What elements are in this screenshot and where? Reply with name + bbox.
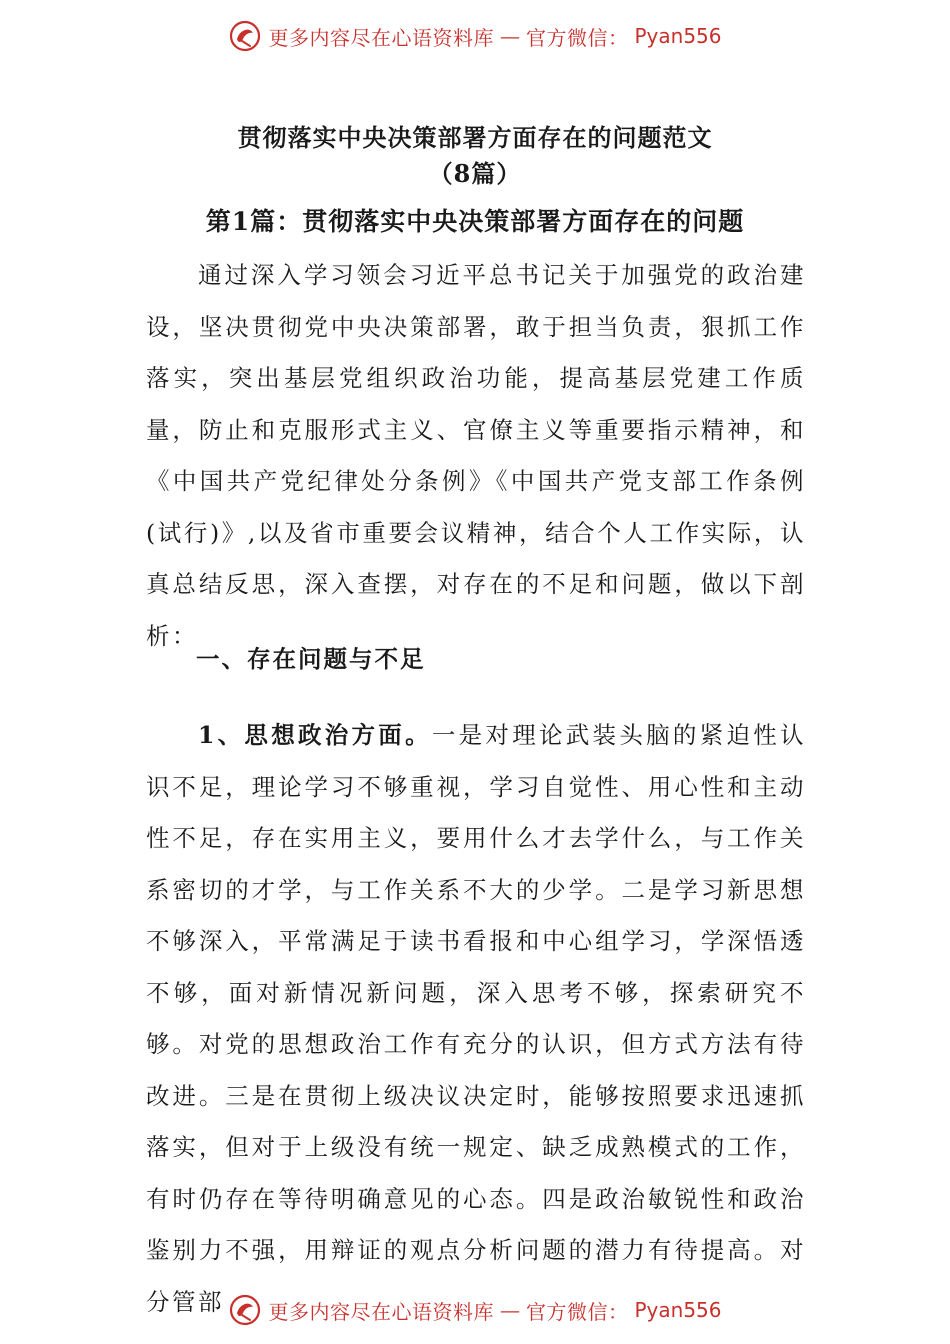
banner-wechat-label: 官方微信：	[525, 25, 629, 50]
brand-logo-icon	[228, 1293, 262, 1327]
banner-text: 更多内容尽在心语资料库	[268, 1299, 494, 1324]
brand-logo-icon	[228, 19, 262, 53]
section-title: 第1篇：贯彻落实中央决策部署方面存在的问题	[205, 207, 745, 236]
document-title: 贯彻落实中央决策部署方面存在的问题范文	[237, 123, 713, 152]
item-1-paragraph	[146, 710, 806, 1328]
intro-paragraph: 通过深入学习领会习近平总书记关于加强党的政治建设，坚决贯彻党中央决策部署，敢于担当负责，狠抓工作落实，突出基层党组织政治功能，提高基层党建工作质量，防止和克服形式主义、官僚主义等重要指示精神，和《中国共产党纪律处分条例》《中国共产党支部工作条例(试行)》,以及省市重要会议精神，结合个人工作实际，认真总结反思，深入查摆，对存在的不足和问题，做以下剖析：	[146, 261, 806, 650]
heading-problems: 一、存在问题与不足	[196, 645, 426, 673]
header-banner	[0, 16, 950, 56]
item-1-text: 一是对理论武装头脑的紧迫性认识不足，理论学习不够重视，学习自觉性、用心性和主动性不足，存在实用主义，要用什么才去学什么，与工作关系密切的才学，与工作关系不大的少学。二是学习新思想不够深入，平常满足于读书看报和中心组学习，学深悟透不够，面对新情况新问题，深入思考不够，探索研究不够。对党的思想政治工作有充分的认识，但方式方法有待改进。三是在贯彻上级决议决定时，能够按照要求迅速抓落实，但对于上级没有统一规定、缺乏成熟模式的工作，有时仍存在等待明确意见的心态。四是政治敏锐性和政治鉴别力不强，用辩证的观点分析问题的潜力有待提高。对分管部	[146, 721, 807, 1316]
banner-wechat-id: Pyan556	[634, 24, 722, 48]
banner-wechat-id: Pyan556	[634, 1298, 722, 1322]
document-title-count: （8篇）	[428, 159, 522, 188]
banner-wechat-label: 官方微信：	[525, 1299, 629, 1324]
footer-banner	[0, 1290, 950, 1330]
banner-separator: —	[499, 24, 520, 48]
banner-text: 更多内容尽在心语资料库	[268, 25, 494, 50]
banner-separator: —	[499, 1298, 520, 1322]
item-1-label: 1、思想政治方面。	[198, 721, 432, 749]
